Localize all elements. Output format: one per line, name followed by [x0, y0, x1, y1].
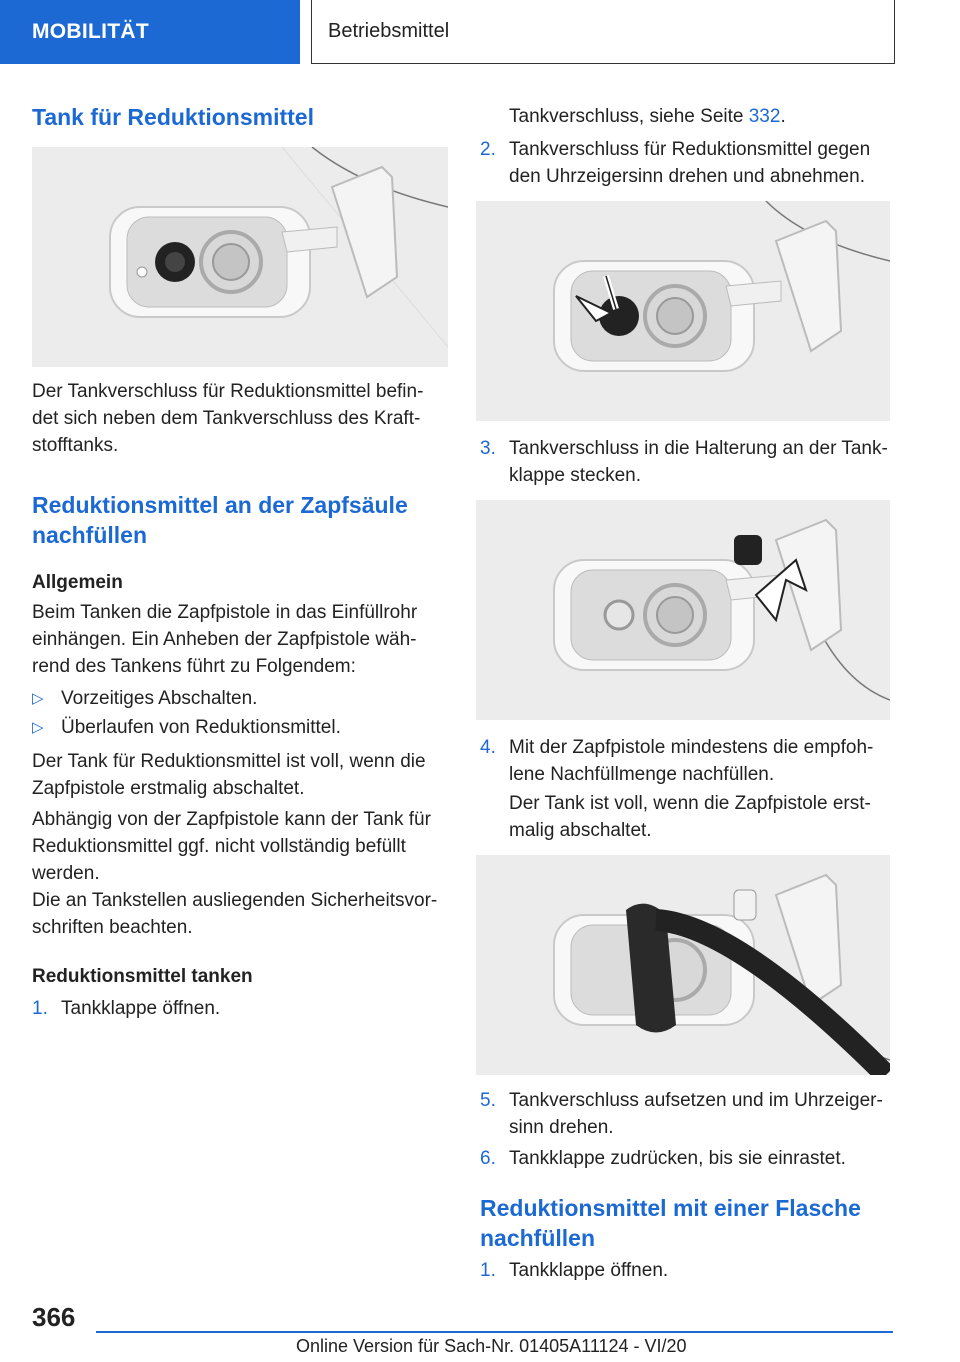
intro-paragraph: [32, 378, 448, 459]
full-line: Der Tank für Reduktionsmittel ist voll, wenn die: [32, 751, 426, 772]
general-line: einhängen. Ein Anheben der Zapfpistole wäh-: [32, 629, 417, 650]
bullet-text: Vorzeitiges Abschalten.: [61, 688, 258, 709]
note-line: malig abschaltet.: [509, 820, 652, 841]
depend-paragraph: [32, 806, 448, 887]
step-line: sinn drehen.: [509, 1117, 614, 1138]
step-number: 5.: [480, 1090, 496, 1111]
step-note: [509, 790, 892, 844]
step-number: 2.: [480, 139, 496, 160]
safety-line: Die an Tankstellen ausliegenden Sicherheitsvor-: [32, 890, 438, 911]
step-text: Tankklappe öffnen.: [509, 1260, 669, 1281]
step-text: [509, 136, 870, 190]
full-line: Zapfpistole erstmalig abschaltet.: [32, 778, 305, 799]
step-number: 1.: [32, 998, 48, 1019]
step-number: 1.: [480, 1260, 496, 1281]
heading-refill-bottle: [480, 1193, 892, 1253]
refuel-heading: Reduktionsmittel tanken: [32, 966, 253, 987]
general-heading: Allgemein: [32, 572, 123, 593]
step-number: 6.: [480, 1148, 496, 1169]
general-line: Beim Tanken die Zapfpistole in das Einfüllrohr: [32, 602, 418, 623]
safety-paragraph: [32, 887, 448, 941]
step-line: lene Nachfüllmenge nachfüllen.: [509, 764, 775, 785]
general-line: rend des Tankens führt zu Folgendem:: [32, 656, 356, 677]
intro-line: stofftanks.: [32, 435, 119, 456]
heading-line: Reduktionsmittel an der Zapfsäule: [32, 492, 408, 518]
footer-divider: [96, 1331, 893, 1333]
bullet-triangle-icon: ▷: [32, 690, 44, 707]
heading-line: nachfüllen: [32, 522, 148, 548]
figure-tank-overview: [32, 147, 448, 367]
step-text: Tankklappe öffnen.: [61, 998, 221, 1019]
depend-line: werden.: [32, 863, 100, 884]
step-number: 4.: [480, 737, 496, 758]
intro-line: det sich neben dem Tankverschluss des Kraft-: [32, 408, 421, 429]
step-text: [509, 435, 888, 489]
step-text: Tankklappe zudrücken, bis sie einrastet.: [509, 1148, 846, 1169]
step-line: klappe stecken.: [509, 465, 642, 486]
step-line: Tankverschluss aufsetzen und im Uhrzeiger-: [509, 1090, 883, 1111]
step-line: Tankverschluss in die Halterung an der Tank-: [509, 438, 888, 459]
page-link[interactable]: 332: [748, 106, 781, 127]
heading-tank: Tank für Reduktionsmittel: [32, 104, 314, 130]
step-line: den Uhrzeigersinn drehen und abnehmen.: [509, 166, 865, 187]
depend-line: Reduktionsmittel ggf. nicht vollständig befüllt: [32, 836, 406, 857]
section-title: Betriebsmittel: [311, 0, 895, 64]
bullet-text: Überlaufen von Reduktionsmittel.: [61, 717, 341, 738]
continuation-prefix: Tankverschluss, siehe Seite: [509, 106, 749, 127]
figure-nozzle: [476, 855, 890, 1075]
step-text: [509, 1087, 883, 1141]
continuation-suffix: .: [780, 106, 786, 127]
intro-line: Der Tankverschluss für Reduktionsmittel befin-: [32, 381, 424, 402]
heading-refill-pump: [32, 490, 448, 550]
figure-cap-holder: [476, 500, 890, 720]
step-line: Mit der Zapfpistole mindestens die empfoh-: [509, 737, 874, 758]
heading-line: nachfüllen: [480, 1225, 596, 1251]
general-paragraph: [32, 599, 448, 680]
step-text: [509, 734, 873, 788]
page-number: 366: [32, 1302, 76, 1332]
bullet-triangle-icon: ▷: [32, 719, 44, 736]
full-paragraph: [32, 748, 448, 802]
step-number: 3.: [480, 438, 496, 459]
figure-remove-cap: [476, 201, 890, 421]
safety-line: schriften beachten.: [32, 917, 193, 938]
note-line: Der Tank ist voll, wenn die Zapfpistole erst-: [509, 793, 871, 814]
footer-online-version: Online Version für Sach-Nr. 01405A11124 - VI/20: [296, 1336, 687, 1356]
step-line: Tankverschluss für Reduktionsmittel gegen: [509, 139, 871, 160]
step-text: [509, 103, 786, 130]
heading-line: Reduktionsmittel mit einer Flasche: [480, 1195, 861, 1221]
chapter-tab[interactable]: MOBILITÄT: [0, 0, 300, 64]
depend-line: Abhängig von der Zapfpistole kann der Tank für: [32, 809, 431, 830]
